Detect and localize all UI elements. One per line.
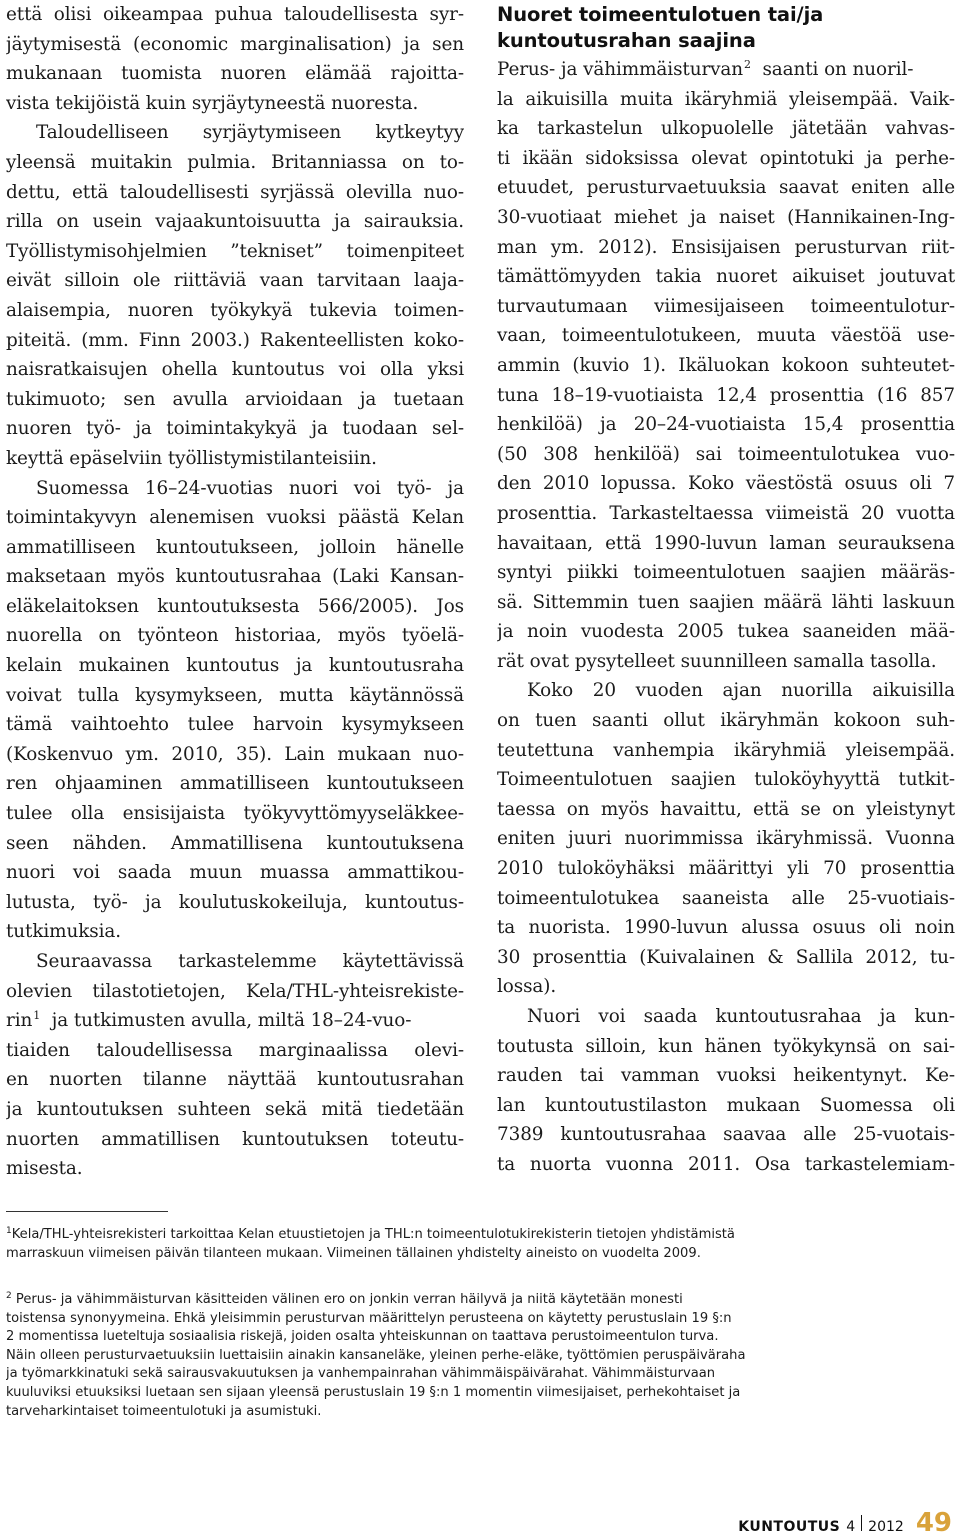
footer-separator bbox=[861, 1515, 862, 1531]
footnote-ref-1: 1 bbox=[33, 1009, 41, 1023]
body-line: 7389 kuntoutusrahaa saavaa alle 25-vuotais- bbox=[497, 1124, 955, 1146]
footnote-line: marraskuun viimeisen päivän tilanteen mukaan. Viimeinen tällainen yhdistelty aineisto on vuodelta 2009. bbox=[6, 1245, 701, 1261]
body-line: mukanaan tuomista nuoren elämää rajoitta- bbox=[6, 63, 464, 85]
body-line: eläkelaitoksen kuntoutuksesta 566/2005). Jos bbox=[6, 595, 464, 617]
body-line: (50 308 henkilöä) sai toimeentulotukea vuo- bbox=[497, 443, 955, 465]
body-line: alaisempia, nuoren työkykyä tukevia toimen- bbox=[6, 299, 464, 321]
footnote-line bbox=[6, 1291, 946, 1310]
footnote-text: Perus- ja vähimmäisturvan käsitteiden välinen ero on jonkin verran häilyvä ja niitä käytetään monesti bbox=[11, 1292, 683, 1307]
body-line: rilla on usein vajaakuntoisuutta ja sairauksia. bbox=[6, 211, 464, 233]
footnote-line bbox=[6, 1226, 946, 1245]
body-line: ja noin vuodesta 2005 tukea saaneiden mää- bbox=[497, 621, 955, 643]
body-line: tutkimuksia. bbox=[6, 921, 122, 943]
body-text: saanti on nuoril- bbox=[750, 59, 914, 80]
footnote-line: Näin olleen perusturvaetuuksiin luettaisiin ainakin kansaneläke, yleinen perhe-eläke, työttömien peruspäiväraha bbox=[6, 1347, 746, 1363]
footnote-marker: 1 bbox=[6, 1226, 12, 1236]
footnote-line: ja työmarkkinatuki sekä sairausvakuutuksen ja vanhempainrahan vähimmäispäivärahat. Vähimmäisturvaan bbox=[6, 1366, 716, 1382]
body-line: prosenttia. Tarkasteltaessa viimeistä 20 vuotta bbox=[497, 502, 955, 524]
body-line: nuoren työ- ja toimintakykyä ja tuodaan sel- bbox=[6, 418, 464, 440]
body-line: tämättömyyden takia nuoret aikuiset joutuvat bbox=[497, 266, 955, 288]
body-line: seen nähden. Ammatillisena kuntoutuksena bbox=[6, 832, 464, 854]
body-line: (Koskenvuo ym. 2010, 35). Lain mukaan nuo- bbox=[6, 743, 464, 765]
page-number: 49 bbox=[915, 1508, 952, 1538]
footnote-line: kuuluviksi etuuksiksi luetaan sen sijaan yleensä perustuslain 19 §:n 1 momentin viimesijaiset, perhekohtaiset ja bbox=[6, 1384, 741, 1400]
body-line: ka tarkastelun ulkopuolelle jätetään vahvas- bbox=[497, 118, 955, 140]
body-line: Suomessa 16–24-vuotias nuori voi työ- ja bbox=[36, 477, 464, 499]
footnote-2 bbox=[6, 1291, 946, 1421]
body-line: nuorella on työnteon historiaa, myös työelä- bbox=[6, 625, 464, 647]
body-line: lutusta, työ- ja koulutuskokeiluja, kuntoutus- bbox=[6, 891, 464, 913]
footnote-marker: 2 bbox=[6, 1291, 12, 1301]
body-line: 2010 tuloköyhäksi määrittyi yli 70 prosenttia bbox=[497, 858, 955, 880]
body-line: ammatilliseen kuntoutukseen, jolloin hänelle bbox=[6, 536, 464, 558]
page-footer bbox=[738, 1508, 952, 1538]
footnote-ref-2: 2 bbox=[744, 58, 751, 71]
body-line bbox=[6, 1006, 464, 1036]
body-line: rauden tai vamman vuoksi heikentynyt. Ke- bbox=[497, 1065, 955, 1087]
body-line: toutusta silloin, kun hänen työkykynsä on sai- bbox=[497, 1035, 955, 1057]
body-line: nuori voi saada muun muassa ammattikou- bbox=[6, 862, 464, 884]
body-line: nuorten ammatillisen kuntoutuksen toteutu- bbox=[6, 1128, 464, 1150]
body-line: että olisi oikeampaa puhua taloudellisesta syr- bbox=[6, 4, 464, 25]
footnote-1 bbox=[6, 1226, 946, 1263]
issue-year: 2012 bbox=[868, 1519, 904, 1535]
body-line: toimeentulotukea saaneista alle 25-vuotiais- bbox=[497, 887, 955, 909]
issue-number: 4 bbox=[846, 1519, 856, 1535]
body-line: Nuori voi saada kuntoutusrahaa ja kun- bbox=[527, 1006, 955, 1027]
body-line: lan kuntoutustilaston mukaan Suomessa oli bbox=[497, 1094, 955, 1116]
section-heading bbox=[497, 2, 955, 53]
body-text: Perus- ja vähimmäisturvan bbox=[497, 59, 744, 80]
body-text: rin bbox=[6, 1010, 33, 1032]
body-line: naisratkaisujen ohella kuntoutus voi olla yksi bbox=[6, 359, 464, 381]
body-line: yleensä muitakin pulmia. Britanniassa on to- bbox=[6, 151, 464, 173]
footnote-text: Kela/THL-yhteisrekisteri tarkoittaa Kelan etuustietojen ja THL:n toimeentulotukirekisterin tietojen yhdistämistä bbox=[11, 1227, 735, 1242]
body-line: jäytymisestä (economic marginalisation) ja sen bbox=[6, 33, 464, 55]
body-line: ja kuntoutuksen suhteen sekä mitä tiedetään bbox=[6, 1098, 464, 1120]
section-heading-line: Nuoret toimeentulotuen tai/ja bbox=[497, 3, 824, 26]
body-text: ja tutkimusten avulla, miltä 18–24-vuo- bbox=[40, 1010, 412, 1032]
body-line: lossa). bbox=[497, 976, 557, 998]
body-line: 30 prosenttia (Kuivalainen & Sallila 2012, tu- bbox=[497, 946, 955, 968]
body-line: henkilöä) ja 20–24-vuotiaista 15,4 prosenttia bbox=[497, 414, 955, 436]
body-line: Toimeentulotuen saajien tuloköyhyyttä tutkit- bbox=[497, 769, 955, 791]
body-line: tämä vaihtoehto tulee harvoin kysymykseen bbox=[6, 714, 464, 736]
body-line: Työllistymisohjelmien ”tekniset” toimenpiteet bbox=[6, 240, 464, 262]
body-line: turvautumaan viimesijaiseen toimeentulotur- bbox=[497, 295, 955, 317]
body-line: misesta. bbox=[6, 1158, 83, 1180]
body-line: Koko 20 vuoden ajan nuorilla aikuisilla bbox=[527, 680, 955, 702]
body-line: etuudet, perusturvaetuuksia saavat eniten alle bbox=[497, 177, 955, 199]
body-line: la aikuisilla muita ikäryhmiä yleisempää. Vaik- bbox=[497, 88, 955, 110]
body-line: eniten juuri nuorimmissa ikäryhmissä. Vuonna bbox=[497, 828, 955, 850]
body-line: piteitä. (mm. Finn 2003.) Rakenteellisten koko- bbox=[6, 329, 464, 351]
body-line: ti ikään sidoksissa olevat opintotuki ja perhe- bbox=[497, 147, 955, 169]
footnote-line: toistensa synonyymeina. Ehkä yleisimmin perusturvan määrittelyn perusteena on käytetty perustuslain 19 §:n bbox=[6, 1310, 732, 1326]
body-line: maksetaan myös kuntoutusrahaa (Laki Kansan- bbox=[6, 566, 464, 588]
body-line bbox=[497, 55, 955, 85]
body-line: en nuorten tilanne näyttää kuntoutusrahan bbox=[6, 1069, 464, 1091]
body-line: toimintakyvyn alenemisen vuoksi päästä Kelan bbox=[6, 507, 464, 529]
body-line: voivat tulla kysymykseen, mutta käytännössä bbox=[6, 684, 464, 706]
section-heading-line: kuntoutusrahan saajina bbox=[497, 28, 756, 52]
body-line: ammin (kuvio 1). Ikäluokan kokoon suhteutet- bbox=[497, 354, 955, 376]
body-line: 30-vuotiaat miehet ja naiset (Hannikainen-Ing- bbox=[497, 206, 955, 228]
body-line: ta nuorta vuonna 2011. Osa tarkastelemiam- bbox=[497, 1153, 955, 1175]
footnote-divider bbox=[6, 1211, 168, 1212]
body-line: Seuraavassa tarkastelemme käytettävissä bbox=[36, 951, 464, 972]
body-line: ta nuorista. 1990-luvun alussa osuus oli noin bbox=[497, 917, 955, 939]
footnote-line: 2 momentissa lueteltuja sosiaalisia riskejä, joiden osalta yhteiskunnan on taattava perustoimeentulon turva. bbox=[6, 1329, 719, 1345]
body-line: vista tekijöistä kuin syrjäytyneestä nuoresta. bbox=[6, 92, 419, 114]
right-column bbox=[497, 0, 955, 1180]
body-line: havaitaan, että 1990-luvun laman seurauksena bbox=[497, 532, 955, 554]
body-line: on tuen saanti ollut ikäryhmän kokoon suh- bbox=[497, 710, 955, 732]
magazine-name: KUNTOUTUS bbox=[738, 1519, 841, 1535]
footnote-line: tarveharkintaiset toimeentulotuki ja asumistuki. bbox=[6, 1403, 322, 1419]
body-line: keyttä epäselviin työllistymistilanteisiin. bbox=[6, 447, 377, 469]
body-line: tuna 18–19-vuotiaista 12,4 prosenttia (16 857 bbox=[497, 384, 955, 406]
body-line: olevien tilastotietojen, Kela/THL-yhteisrekiste- bbox=[6, 980, 464, 1002]
body-line: syntyi piikki toimeentulotuen saajien määräs- bbox=[497, 562, 955, 584]
body-line: tiaiden taloudellisessa marginaalissa olevi- bbox=[6, 1039, 464, 1061]
body-line: man ym. 2012). Ensisijaisen perusturvan riit- bbox=[497, 236, 955, 258]
body-line: Taloudelliseen syrjäytymiseen kytkeytyy bbox=[36, 122, 464, 144]
body-line: eivät silloin ole riittäviä vaan tarvitaan laaja- bbox=[6, 270, 464, 292]
body-line: sä. Sittemmin tuen saajien määrä lähti laskuun bbox=[497, 591, 955, 613]
body-line: rät ovat pysytelleet suunnilleen samalla tasolla. bbox=[497, 650, 937, 672]
body-line: dettu, että taloudellisesti syrjässä olevilla nuo- bbox=[6, 181, 464, 203]
body-line: kelain mukainen kuntoutus ja kuntoutusraha bbox=[6, 655, 464, 677]
left-column bbox=[6, 0, 464, 1184]
body-line: ren ohjaaminen ammatilliseen kuntoutukseen bbox=[6, 773, 464, 795]
body-line: vaan, toimeentulotukeen, muuta väestöä use- bbox=[497, 325, 955, 347]
body-line: teutettuna vanhempia ikäryhmiä yleisempää. bbox=[497, 739, 955, 761]
body-line: tukimuoto; sen avulla arvioidaan ja tuetaan bbox=[6, 388, 464, 410]
body-line: tulee olla ensisijaista työkyvyttömyyseläkkee- bbox=[6, 803, 464, 825]
body-line: taessa on myös havaittu, että se on yleistynyt bbox=[497, 798, 955, 820]
body-line: den 2010 lopussa. Koko väestöstä osuus oli 7 bbox=[497, 473, 955, 495]
